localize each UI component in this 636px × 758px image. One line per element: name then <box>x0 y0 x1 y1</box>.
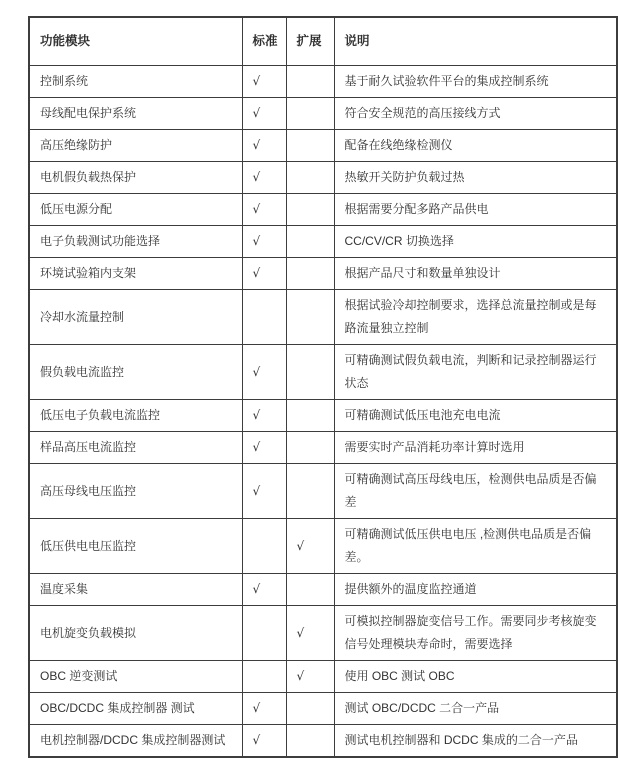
table-row <box>29 432 617 464</box>
table-row <box>29 400 617 432</box>
extended-checkmark-cell <box>286 574 334 606</box>
extended-checkmark-cell: √ <box>286 606 334 661</box>
module-cell: 低压电子负载电流监控 <box>29 400 242 432</box>
module-cell: 电机旋变负载模拟 <box>29 606 242 661</box>
standard-checkmark-cell <box>242 661 286 693</box>
module-cell: 控制系统 <box>29 66 242 98</box>
extended-checkmark-cell <box>286 400 334 432</box>
standard-checkmark-cell: √ <box>242 432 286 464</box>
standard-checkmark-cell: √ <box>242 345 286 400</box>
extended-checkmark-cell <box>286 194 334 226</box>
description-cell: 根据需要分配多路产品供电 <box>334 194 617 226</box>
standard-checkmark-cell: √ <box>242 226 286 258</box>
description-cell: 测试 OBC/DCDC 二合一产品 <box>334 693 617 725</box>
table-row <box>29 464 617 519</box>
description-cell: 可精确测试假负载电流，判断和记录控制器运行状态 <box>334 345 617 400</box>
extended-checkmark-cell <box>286 345 334 400</box>
standard-checkmark-cell: √ <box>242 574 286 606</box>
header-row <box>29 17 617 66</box>
table-row <box>29 130 617 162</box>
description-cell: 可精确测试低压电池充电电流 <box>334 400 617 432</box>
extended-checkmark-cell: √ <box>286 519 334 574</box>
table-row <box>29 162 617 194</box>
description-cell: CC/CV/CR 切换选择 <box>334 226 617 258</box>
extended-checkmark-cell: √ <box>286 661 334 693</box>
module-cell: 温度采集 <box>29 574 242 606</box>
module-cell: 低压供电电压监控 <box>29 519 242 574</box>
column-header-standard: 标准 <box>242 17 286 66</box>
description-cell: 测试电机控制器和 DCDC 集成的二合一产品 <box>334 725 617 758</box>
extended-checkmark-cell <box>286 226 334 258</box>
table-row <box>29 66 617 98</box>
table-row <box>29 194 617 226</box>
standard-checkmark-cell: √ <box>242 162 286 194</box>
extended-checkmark-cell <box>286 693 334 725</box>
table-row <box>29 693 617 725</box>
extended-checkmark-cell <box>286 290 334 345</box>
description-cell: 可模拟控制器旋变信号工作。需要同步考核旋变信号处理模块寿命时，需要选择 <box>334 606 617 661</box>
description-cell: 提供额外的温度监控通道 <box>334 574 617 606</box>
standard-checkmark-cell <box>242 519 286 574</box>
description-cell: 根据试验冷却控制要求，选择总流量控制或是每路流量独立控制 <box>334 290 617 345</box>
description-cell: 根据产品尺寸和数量单独设计 <box>334 258 617 290</box>
extended-checkmark-cell <box>286 258 334 290</box>
table-row <box>29 98 617 130</box>
description-cell: 使用 OBC 测试 OBC <box>334 661 617 693</box>
module-cell: 电子负载测试功能选择 <box>29 226 242 258</box>
standard-checkmark-cell: √ <box>242 693 286 725</box>
description-cell: 基于耐久试验软件平台的集成控制系统 <box>334 66 617 98</box>
table-row <box>29 345 617 400</box>
module-cell: 环境试验箱内支架 <box>29 258 242 290</box>
module-cell: 高压绝缘防护 <box>29 130 242 162</box>
module-cell: 假负载电流监控 <box>29 345 242 400</box>
standard-checkmark-cell <box>242 290 286 345</box>
standard-checkmark-cell: √ <box>242 725 286 758</box>
standard-checkmark-cell: √ <box>242 400 286 432</box>
module-cell: 母线配电保护系统 <box>29 98 242 130</box>
description-cell: 配备在线绝缘检测仪 <box>334 130 617 162</box>
extended-checkmark-cell <box>286 130 334 162</box>
module-cell: OBC 逆变测试 <box>29 661 242 693</box>
extended-checkmark-cell <box>286 66 334 98</box>
standard-checkmark-cell <box>242 606 286 661</box>
table-row <box>29 290 617 345</box>
description-cell: 热敏开关防护负载过热 <box>334 162 617 194</box>
description-cell: 符合安全规范的高压接线方式 <box>334 98 617 130</box>
table-body <box>29 66 617 758</box>
table-row <box>29 661 617 693</box>
column-header-extended: 扩展 <box>286 17 334 66</box>
extended-checkmark-cell <box>286 98 334 130</box>
extended-checkmark-cell <box>286 464 334 519</box>
table-row <box>29 258 617 290</box>
module-cell: 冷却水流量控制 <box>29 290 242 345</box>
description-cell: 可精确测试低压供电电压 ,检测供电品质是否偏差。 <box>334 519 617 574</box>
table-row <box>29 725 617 758</box>
table-row <box>29 574 617 606</box>
standard-checkmark-cell: √ <box>242 464 286 519</box>
table-row <box>29 606 617 661</box>
extended-checkmark-cell <box>286 162 334 194</box>
module-cell: 高压母线电压监控 <box>29 464 242 519</box>
module-cell: 低压电源分配 <box>29 194 242 226</box>
table-row <box>29 519 617 574</box>
extended-checkmark-cell <box>286 432 334 464</box>
table-row <box>29 226 617 258</box>
description-cell: 需要实时产品消耗功率计算时选用 <box>334 432 617 464</box>
standard-checkmark-cell: √ <box>242 66 286 98</box>
column-header-module: 功能模块 <box>29 17 242 66</box>
feature-module-table <box>28 16 618 758</box>
module-cell: OBC/DCDC 集成控制器 测试 <box>29 693 242 725</box>
module-cell: 样品高压电流监控 <box>29 432 242 464</box>
table-header <box>29 17 617 66</box>
standard-checkmark-cell: √ <box>242 194 286 226</box>
extended-checkmark-cell <box>286 725 334 758</box>
module-cell: 电机控制器/DCDC 集成控制器测试 <box>29 725 242 758</box>
standard-checkmark-cell: √ <box>242 98 286 130</box>
column-header-description: 说明 <box>334 17 617 66</box>
module-cell: 电机假负载热保护 <box>29 162 242 194</box>
standard-checkmark-cell: √ <box>242 258 286 290</box>
standard-checkmark-cell: √ <box>242 130 286 162</box>
description-cell: 可精确测试高压母线电压，检测供电品质是否偏差 <box>334 464 617 519</box>
